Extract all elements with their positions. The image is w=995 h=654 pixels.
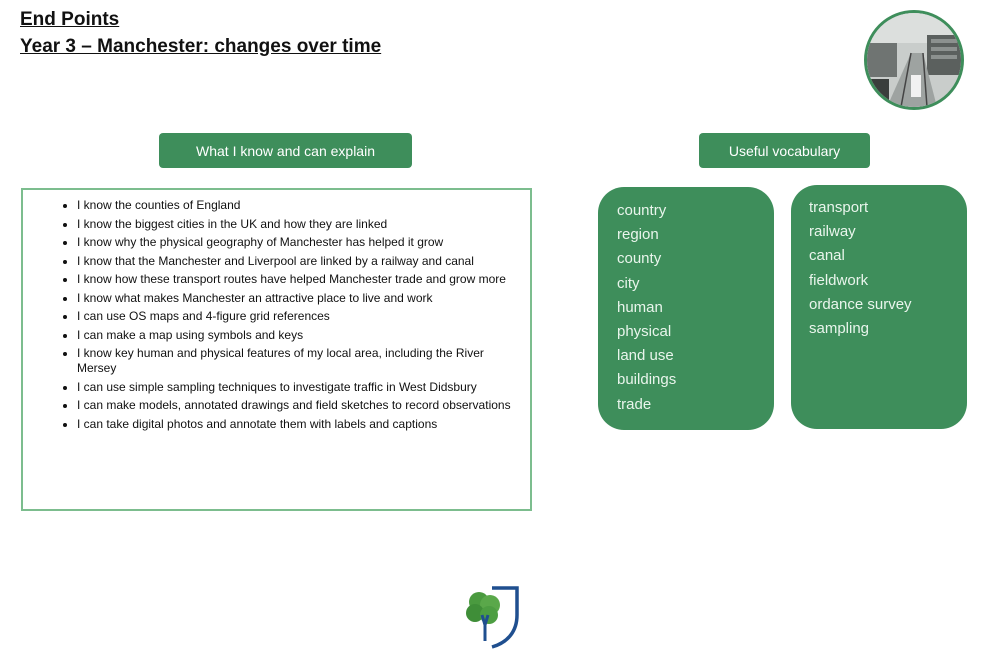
know-item: • I know the counties of England [77,198,520,213]
vocab-word: region [617,226,659,244]
know-item: • I know the biggest cities in the UK and how they are linked [77,217,520,232]
vocab-card-right [791,185,967,429]
know-item: • I can make models, annotated drawings and field sketches to record observations [77,398,520,413]
know-item: • I can take digital photos and annotate them with labels and captions [77,417,520,432]
page-subtitle: Year 3 – Manchester: changes over time [20,36,382,57]
know-item: • I know what makes Manchester an attractive place to live and work [77,291,520,306]
know-item: • I can use simple sampling techniques to investigate traffic in West Didsbury [77,380,520,395]
vocab-word: transport [809,199,869,216]
know-item: • I know that the Manchester and Liverpool are linked by a railway and canal [77,254,520,269]
know-box [21,188,532,511]
vocab-word: ordance survey [809,295,912,313]
know-item: • I know key human and physical features of my local area, including the River Mersey [77,346,520,376]
know-item: • I can make a map using symbols and keys [77,328,520,343]
vocab-word: buildings [617,371,677,389]
vocab-word: county [617,250,662,268]
vocab-word: trade [617,395,652,413]
vocab-heading-button: Useful vocabulary [699,133,870,168]
know-item: • I know why the physical geography of Manchester has helped it grow [77,235,520,250]
know-item: • I can use OS maps and 4-figure grid references [77,309,520,324]
page-title: End Points [20,9,120,30]
vocab-word: city [617,274,640,292]
tree-shield-logo [462,585,522,649]
know-heading-button: What I know and can explain [159,133,412,168]
railway-photo [864,10,964,110]
vocab-word: human [617,298,663,316]
know-list [23,190,530,432]
vocab-word: canal [809,247,845,265]
vocab-word: country [617,202,667,219]
vocab-word: physical [617,323,672,341]
vocab-word: fieldwork [809,271,869,289]
know-item: • I know how these transport routes have helped Manchester trade and grow more [77,272,520,287]
vocab-word: sampling [809,320,870,338]
vocab-word: railway [809,223,856,241]
vocab-card-left [598,187,774,430]
vocab-word: land use [617,347,674,365]
